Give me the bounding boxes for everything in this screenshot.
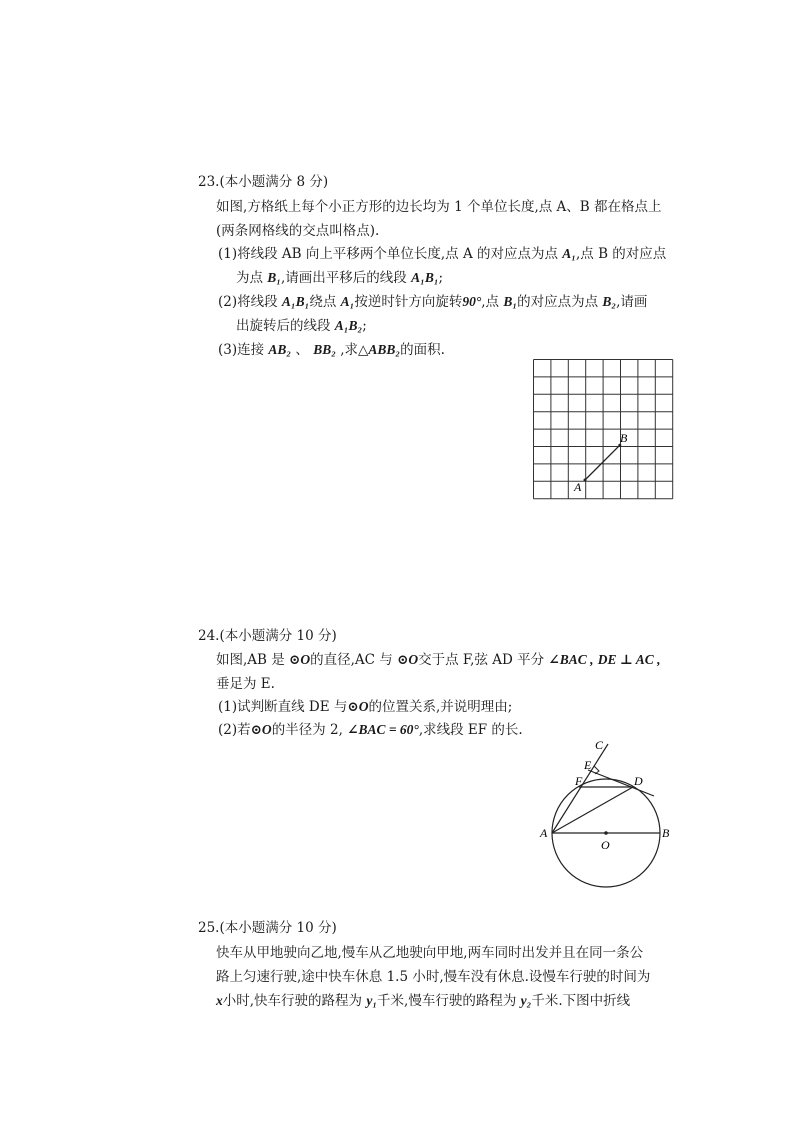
label-B-circle: B	[662, 826, 670, 840]
q25-l3-text-b: 千米,慢车行驶的路程为	[377, 993, 521, 1009]
q23-p1-text-e: ;	[438, 270, 444, 286]
q23-p2-text-d: ,点	[481, 294, 504, 310]
math-y1: y₁	[366, 993, 378, 1008]
math-B1: B₁	[267, 270, 282, 285]
q24-p1-text-b: 的位置关系,并说明理由;	[368, 699, 513, 715]
q24-l1-text-a: 如图,AB 是	[216, 652, 290, 668]
grid-lines	[534, 360, 673, 499]
q23-p1-text-d: ,请画出平移后的线段	[281, 270, 412, 286]
q23-part1-line-1	[218, 244, 666, 264]
label-F: F	[575, 774, 583, 788]
math-y2: y₂	[520, 993, 532, 1008]
q25-line-3	[216, 991, 630, 1011]
q23-part1-line-2	[236, 268, 443, 288]
math-A1B2: A₁B₂	[334, 318, 363, 333]
q23-intro-line-2: (两条网格线的交点叫格点).	[216, 223, 380, 239]
q23-part2-line-2	[236, 316, 367, 336]
q24-p2-text-b: 的半径为 2,	[271, 722, 348, 738]
math-circle-O-4: ⊙O	[250, 722, 272, 737]
math-x: x	[216, 993, 223, 1008]
point-A	[584, 479, 587, 482]
q24-part1-line	[218, 697, 512, 717]
label-A: A	[574, 480, 582, 494]
line-AC	[552, 744, 608, 833]
q24-part2-line	[218, 720, 523, 740]
q24-l1-text-c: 交于点 F,弦 AD 平分	[418, 652, 549, 668]
q23-p2-text-c: 按逆时针方向旋转	[354, 294, 463, 310]
math-angle-BAC: ∠BAC ,	[548, 652, 594, 667]
q23-p2-text-e: 的对应点为点	[517, 294, 603, 310]
q25-line-2: 路上匀速行驶,途中快车休息 1.5 小时,慢车没有休息.设慢车行驶的时间为	[216, 969, 651, 985]
q23-p2-text-g: 出旋转后的线段	[236, 318, 335, 334]
q23-p1-text-b: ,点 B 的对应点	[576, 246, 667, 262]
q23-p2-text-a: (2)将线段	[218, 294, 282, 310]
math-circle-O: ⊙O	[289, 652, 311, 667]
q23-p2-text-f: ,请画	[616, 294, 648, 310]
label-E: E	[584, 758, 592, 772]
q23-p1-text-c: 为点	[236, 270, 268, 286]
math-circle-O-2: ⊙O	[397, 652, 419, 667]
q25-l3-text-a: 小时,快车行驶的路程为	[222, 993, 367, 1009]
math-B2: B₂	[602, 294, 617, 309]
label-A-circle: A	[540, 826, 548, 840]
math-angle-BAC-60: ∠BAC = 60°	[347, 722, 419, 737]
q24-line-2: 垂足为 E.	[216, 676, 275, 692]
math-B1-2: B₁	[503, 294, 518, 309]
q24-p2-text-c: ,求线段 EF 的长.	[418, 722, 523, 738]
math-DE-perp-AC: DE ⊥ AC ,	[597, 652, 661, 667]
math-circle-O-3: ⊙O	[347, 699, 369, 714]
q23-p3-text-a: (3)连接	[218, 342, 269, 358]
q24-line-1	[216, 650, 661, 670]
math-A1: A₁	[562, 246, 577, 261]
tangent-DE	[588, 770, 654, 796]
q23-grid-figure	[526, 352, 676, 502]
label-D: D	[634, 774, 643, 788]
q23-part2-line-1	[218, 292, 647, 312]
q24-p2-text-a: (2)若	[218, 722, 251, 738]
q25-header: 25.(本小题满分 10 分)	[198, 920, 337, 936]
label-B: B	[620, 431, 628, 445]
q23-p3-text-c: ,求△	[335, 342, 369, 358]
q24-l1-text-b: 的直径,AC 与	[310, 652, 398, 668]
math-90-degrees: 90°	[462, 294, 482, 309]
q23-intro-line-1: 如图,方格纸上每个小正方形的边长均为 1 个单位长度,点 A、B 都在格点上	[216, 199, 662, 215]
chord-AD	[552, 787, 633, 833]
math-AB2: AB₂	[268, 342, 292, 357]
math-A1B1: A₁B₁	[411, 270, 439, 285]
q24-header: 24.(本小题满分 10 分)	[198, 628, 337, 644]
q24-circle-figure	[534, 734, 684, 894]
q23-header: 23.(本小题满分 8 分)	[198, 174, 329, 190]
q23-p3-text-b: 、	[291, 342, 314, 358]
q25-l3-text-c: 千米.下图中折线	[531, 993, 631, 1009]
math-A1-2: A₁	[340, 294, 355, 309]
q24-p1-text-a: (1)试判断直线 DE 与	[218, 699, 348, 715]
q23-part3-line	[218, 340, 445, 360]
label-O: O	[601, 838, 610, 852]
math-BB2: BB₂	[313, 342, 336, 357]
q23-p1-text-a: (1)将线段 AB 向上平移两个单位长度,点 A 的对应点为点	[218, 246, 563, 262]
q23-p2-text-b: 绕点	[309, 294, 341, 310]
center-O	[604, 831, 608, 835]
math-ABB2: ABB₂	[368, 342, 401, 357]
label-C: C	[595, 738, 604, 752]
segment-AB	[585, 445, 620, 480]
math-A1B1-2: A₁B₁	[281, 294, 310, 309]
q23-p2-text-h: ;	[362, 318, 367, 334]
q25-line-1: 快车从甲地驶向乙地,慢车从乙地驶向甲地,两车同时出发并且在同一条公	[216, 945, 644, 961]
q23-p3-text-d: 的面积.	[400, 342, 445, 358]
